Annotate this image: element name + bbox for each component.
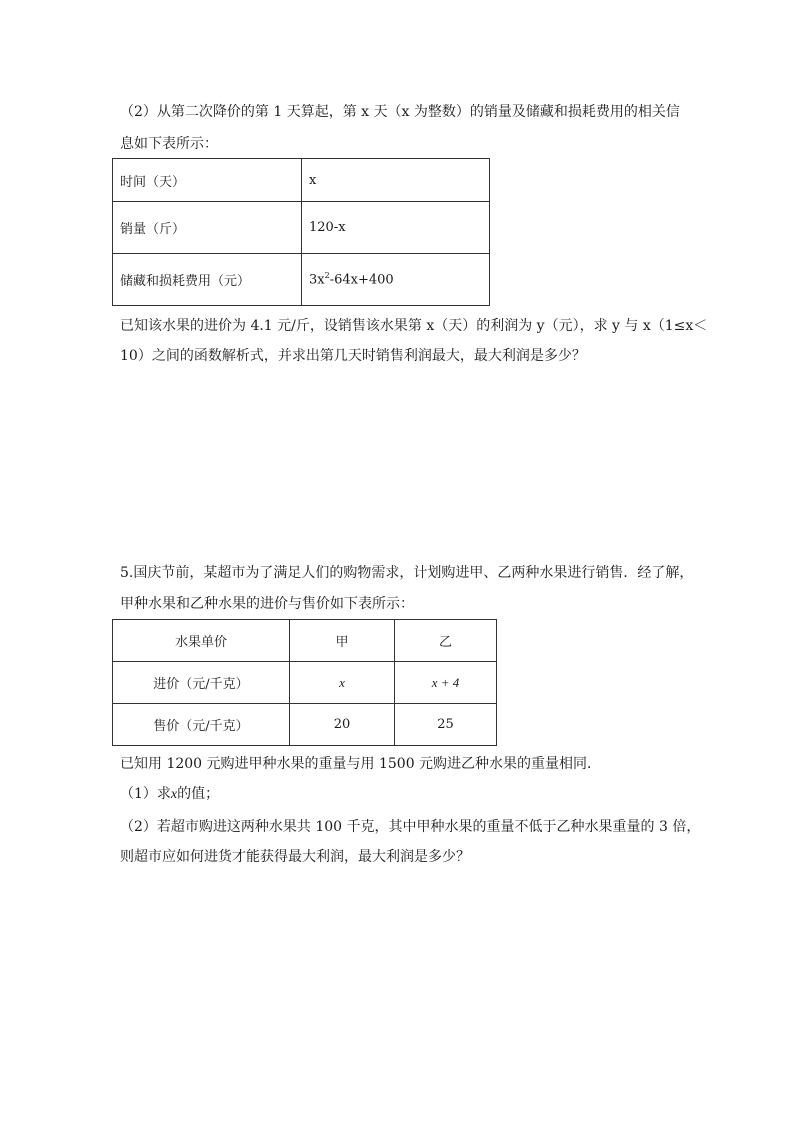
q5-price-table bbox=[112, 619, 497, 746]
q5-part2-line2: 则超市应如何进货才能获得最大利润，最大利润是多少？ bbox=[120, 849, 470, 865]
q5-part1-variable: x bbox=[170, 787, 178, 802]
q4-question-line2: 10）之间的函数解析式，并求出第几天时销售利润最大，最大利润是多少？ bbox=[120, 348, 586, 364]
table-cell: 25 bbox=[395, 704, 497, 746]
cost-formula-exponent: 2 bbox=[324, 271, 330, 281]
q5-given: 已知用 1200 元购进甲种水果的重量与用 1500 元购进乙种水果的重量相同． bbox=[120, 756, 602, 772]
q5-part1-suffix: 的值； bbox=[177, 786, 220, 802]
q5-part1-prefix: （1）求 bbox=[120, 786, 171, 802]
q4-part2-intro-line1: （2）从第二次降价的第 1 天算起，第 x 天（x 为整数）的销量及储藏和损耗费用的相关信 bbox=[120, 104, 680, 120]
table-cell-value: 120-x bbox=[302, 202, 490, 254]
q4-part2-intro-line2: 息如下表所示： bbox=[120, 136, 218, 152]
table-row bbox=[113, 159, 490, 202]
table-cell: 进价（元/千克） bbox=[113, 662, 290, 704]
table-cell: x + 4 bbox=[395, 662, 497, 704]
table-row bbox=[113, 704, 497, 746]
q5-part2-line1: （2）若超市购进这两种水果共 100 千克，其中甲种水果的重量不低于乙种水果重量的 3 倍， bbox=[120, 819, 701, 835]
q5-part1 bbox=[120, 784, 219, 805]
q4-question-line1: 已知该水果的进价为 4.1 元/斤，设销售该水果第 x（天）的利润为 y（元），求 y 与 x（1≤x＜ bbox=[120, 318, 708, 334]
table-cell-label: 销量（斤） bbox=[113, 202, 302, 254]
table-cell: 20 bbox=[290, 704, 395, 746]
table-header-row bbox=[113, 620, 497, 662]
table-cell-value bbox=[302, 254, 490, 306]
table-row bbox=[113, 202, 490, 254]
table-row bbox=[113, 662, 497, 704]
table-cell-label: 时间（天） bbox=[113, 159, 302, 202]
q5-intro-line1: 5.国庆节前，某超市为了满足人们的购物需求，计划购进甲、乙两种水果进行销售．经了解， bbox=[120, 565, 694, 581]
cost-formula-term: 3x bbox=[309, 272, 325, 288]
q4-info-table bbox=[112, 158, 490, 306]
table-row bbox=[113, 254, 490, 306]
table-header-cell: 甲 bbox=[290, 620, 395, 662]
cost-formula-rest: -64x+400 bbox=[329, 272, 394, 288]
table-header-cell: 水果单价 bbox=[113, 620, 290, 662]
table-cell-label: 储藏和损耗费用（元） bbox=[113, 254, 302, 306]
q5-intro-line2: 甲种水果和乙种水果的进价与售价如下表所示： bbox=[120, 596, 414, 612]
table-cell: x bbox=[290, 662, 395, 704]
table-cell-value: x bbox=[302, 159, 490, 202]
table-header-cell: 乙 bbox=[395, 620, 497, 662]
table-cell: 售价（元/千克） bbox=[113, 704, 290, 746]
